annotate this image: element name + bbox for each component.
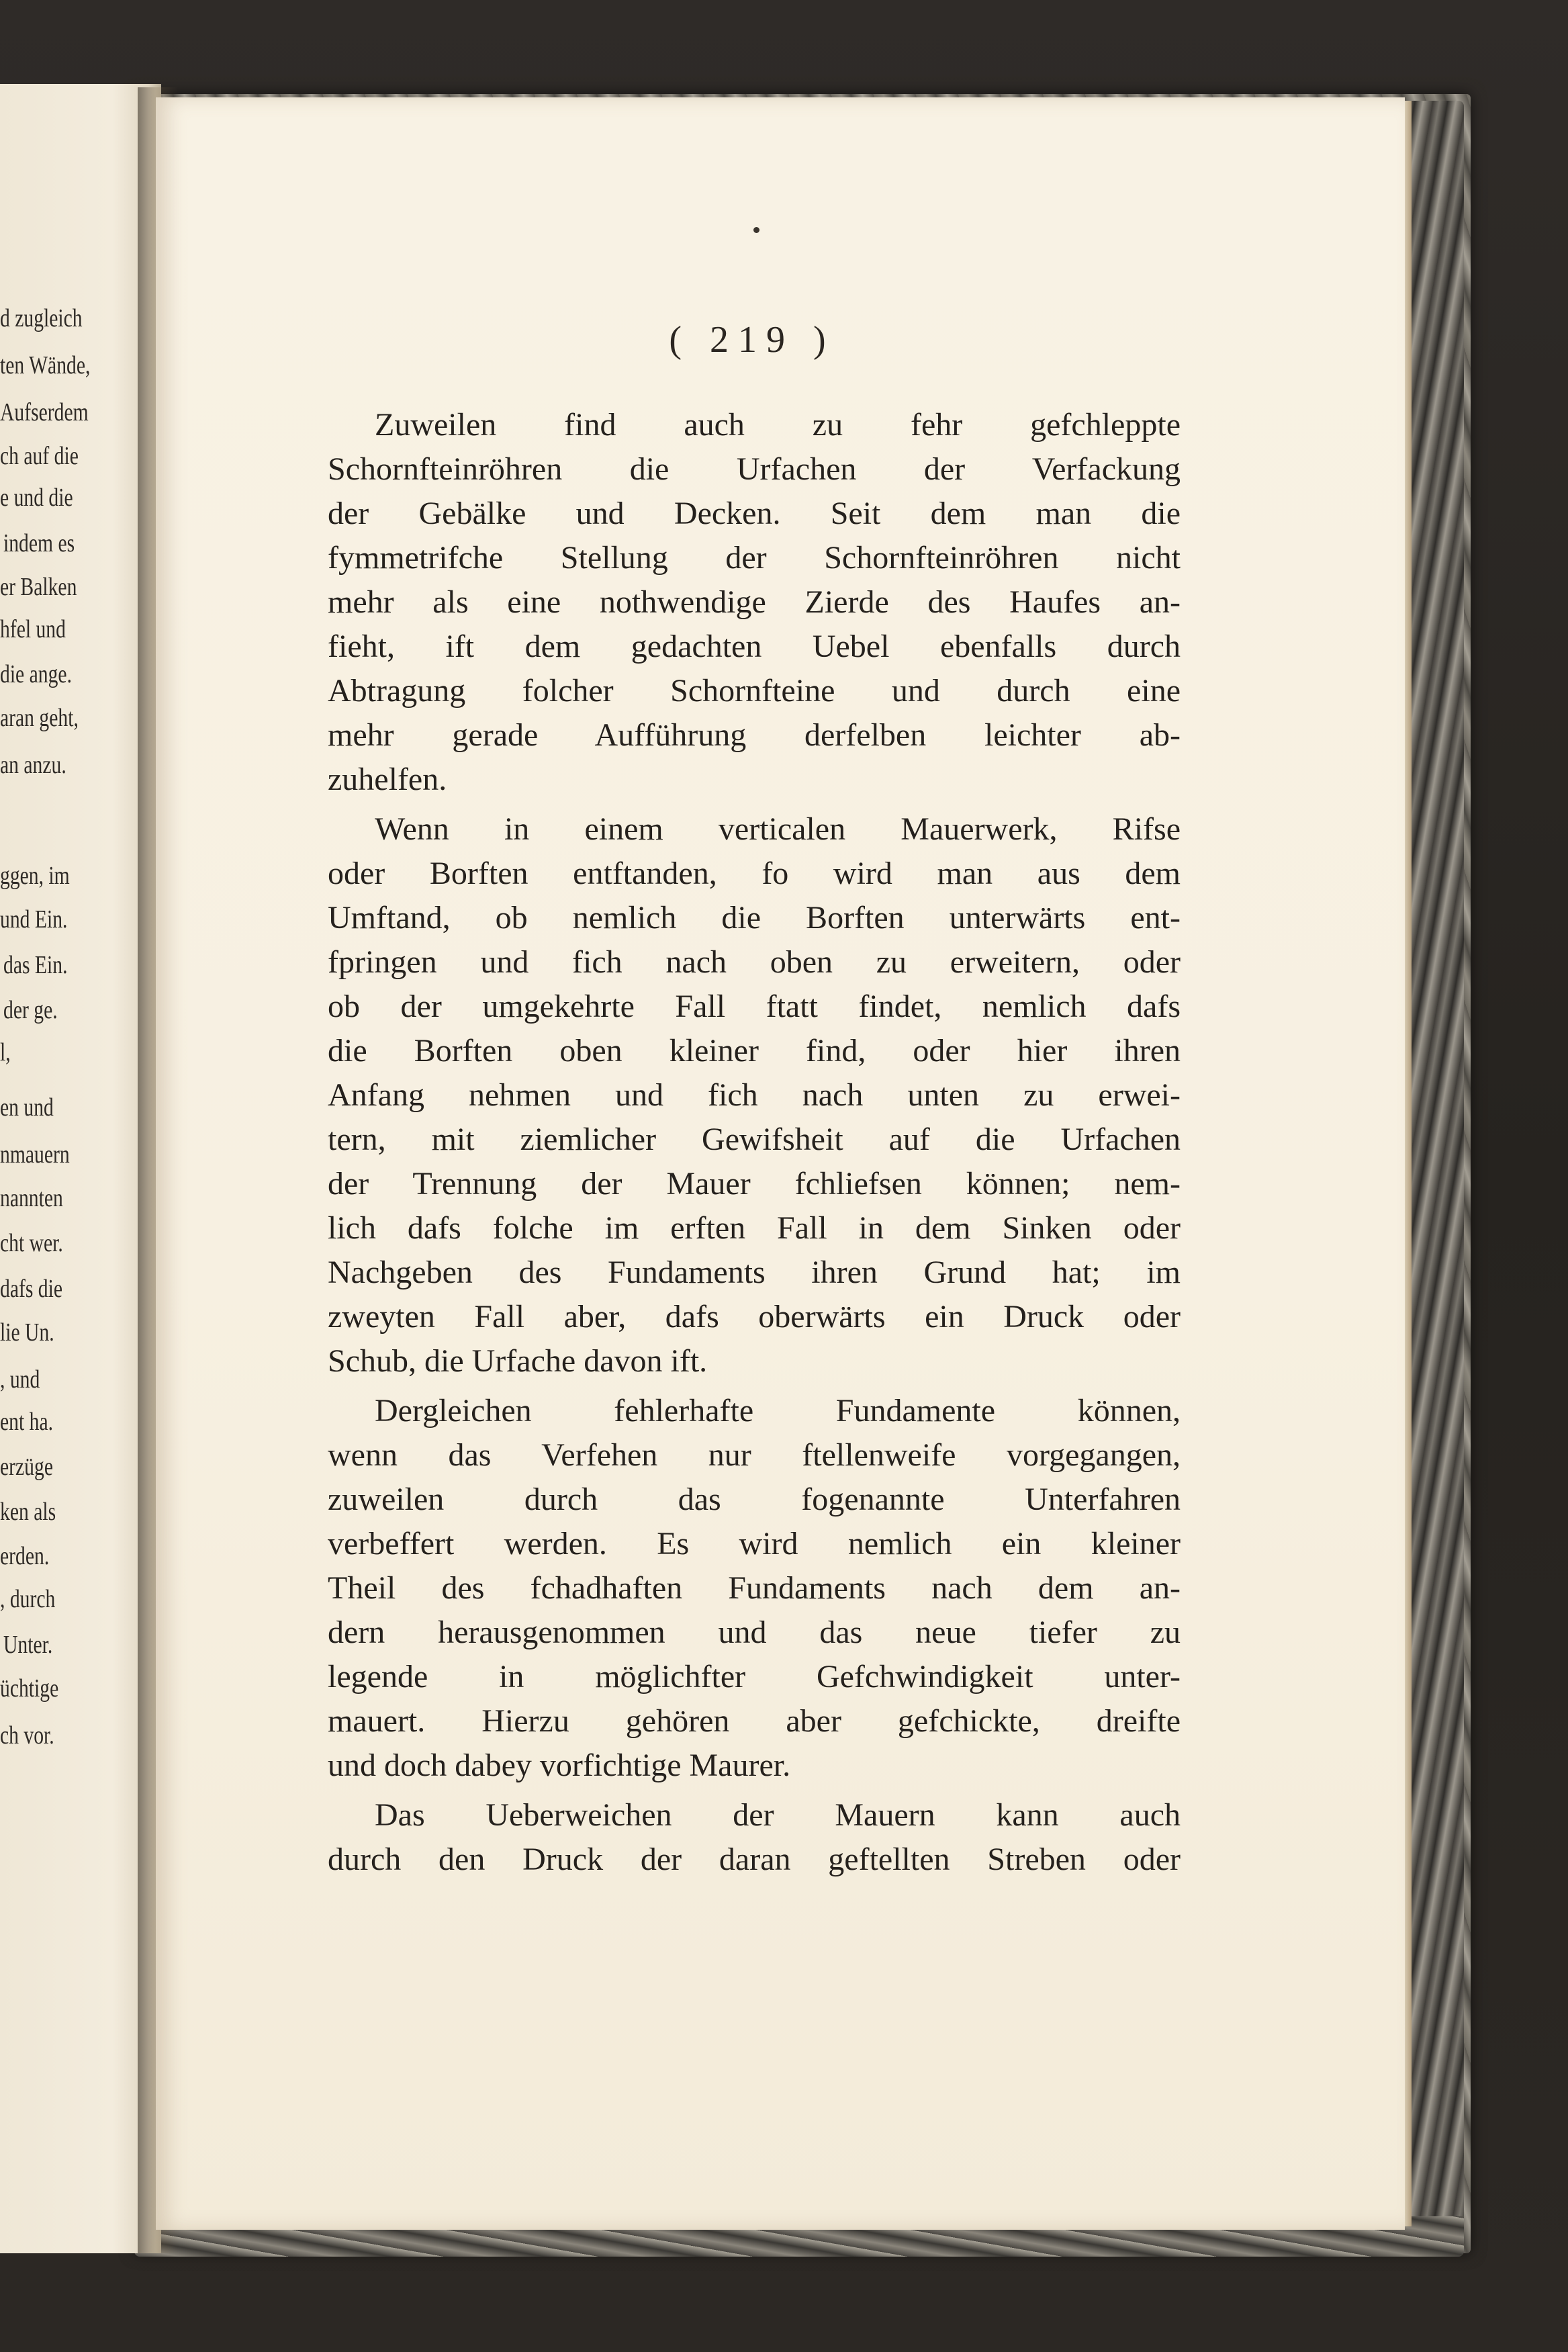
- paragraph-gap: [328, 1384, 1181, 1389]
- left-facing-page: [0, 84, 161, 2253]
- signature-mark: [753, 227, 759, 233]
- left-page-fragment: lie Un.: [0, 1318, 54, 1347]
- text-line: und doch dabey vorfichtige Maurer.: [328, 1748, 791, 1783]
- left-page-fragment: und Ein.: [0, 905, 68, 934]
- left-page-fragment: ggen, im: [0, 862, 70, 890]
- text-line: mehr gerade Aufführung derfelben leichter ab-: [328, 717, 1181, 753]
- left-page-fragment: erzüge: [0, 1453, 53, 1481]
- text-line: durch den Druck der daran geftellten Streben oder: [328, 1842, 1181, 1877]
- left-page-fragment: ent ha.: [0, 1408, 54, 1436]
- text-line: mehr als eine nothwendige Zierde des Haufes an-: [328, 584, 1181, 620]
- left-page-fragment: d zugleich: [0, 304, 83, 332]
- left-page-fragment: e und die: [0, 484, 73, 512]
- text-line: fymmetrifche Stellung der Schornfteinröhren nicht: [328, 540, 1181, 576]
- left-page-fragment: indem es: [3, 529, 75, 557]
- left-page-fragment: an anzu.: [0, 751, 66, 779]
- text-line: oder Borften entftanden, fo wird man aus dem: [328, 856, 1181, 891]
- page-body-text: [328, 403, 1181, 1882]
- paragraph-gap: [328, 1788, 1181, 1793]
- left-page-fragment: ch auf die: [0, 442, 79, 470]
- text-line: zuhelfen.: [328, 762, 447, 797]
- text-line: wenn das Verfehen nur ftellenweife vorgegangen,: [328, 1437, 1181, 1473]
- left-page-fragment: cht wer.: [0, 1229, 63, 1257]
- text-line: Wenn in einem verticalen Mauerwerk, Rifse: [375, 811, 1181, 847]
- text-line: Nachgeben des Fundaments ihren Grund hat; im: [328, 1255, 1181, 1290]
- left-page-fragment: en und: [0, 1093, 54, 1122]
- left-page-fragment: , durch: [0, 1585, 56, 1613]
- left-page-fragment: , und: [0, 1365, 40, 1394]
- left-page-fragment: er Balken: [0, 573, 77, 601]
- text-line: Theil des fchadhaften Fundaments nach dem an-: [328, 1570, 1181, 1606]
- left-page-fragment: erden.: [0, 1542, 50, 1570]
- text-line: Schub, die Urfache davon ift.: [328, 1343, 708, 1379]
- text-line: Schornfteinröhren die Urfachen der Verfackung: [328, 451, 1181, 487]
- left-page-fragment: ch vor.: [0, 1721, 54, 1750]
- left-page-fragment: die ange.: [0, 660, 72, 688]
- text-line: fieht, ift dem gedachten Uebel ebenfalls durch: [328, 629, 1181, 664]
- text-line: lich dafs folche im erften Fall in dem Sinken oder: [328, 1210, 1181, 1246]
- text-line: fpringen und fich nach oben zu erweitern, oder: [328, 944, 1181, 980]
- text-line: verbeffert werden. Es wird nemlich ein kleiner: [328, 1526, 1181, 1562]
- text-line: mauert. Hierzu gehören aber gefchickte, dreifte: [328, 1703, 1181, 1739]
- left-page-fragment: hfel und: [0, 615, 66, 643]
- text-line: dern herausgenommen und das neue tiefer zu: [328, 1615, 1181, 1650]
- text-line: die Borften oben kleiner find, oder hier ihren: [328, 1033, 1181, 1069]
- text-line: der Trennung der Mauer fchliefsen können; nem-: [328, 1166, 1181, 1202]
- text-line: Zuweilen find auch zu fehr gefchleppte: [375, 407, 1181, 443]
- left-page-fragment: nmauern: [0, 1140, 70, 1169]
- left-page-fragment: das Ein.: [3, 951, 68, 979]
- left-page-fragment: der ge.: [3, 996, 58, 1024]
- left-page-fragment: aran geht,: [0, 704, 79, 732]
- text-line: Anfang nehmen und fich nach unten zu erwei-: [328, 1077, 1181, 1113]
- text-line: legende in möglichfter Gefchwindigkeit unter-: [328, 1659, 1181, 1694]
- text-line: zweyten Fall aber, dafs oberwärts ein Druck oder: [328, 1299, 1181, 1335]
- text-line: Das Ueberweichen der Mauern kann auch: [375, 1797, 1181, 1833]
- text-line: Umftand, ob nemlich die Borften unterwärts ent-: [328, 900, 1181, 936]
- left-page-fragment: üchtige: [0, 1674, 59, 1703]
- left-page-fragment: l,: [0, 1038, 11, 1067]
- left-page-fragment: Unter.: [3, 1631, 53, 1659]
- left-page-fragment: nannten: [0, 1184, 63, 1212]
- page-number: ( 219 ): [669, 319, 835, 361]
- left-page-fragment: ken als: [0, 1498, 56, 1526]
- text-line: tern, mit ziemlicher Gewifsheit auf die Urfachen: [328, 1122, 1181, 1157]
- left-page-fragment: Aufserdem: [0, 398, 89, 426]
- text-line: Abtragung folcher Schornfteine und durch eine: [328, 673, 1181, 709]
- text-line: der Gebälke und Decken. Seit dem man die: [328, 496, 1181, 531]
- text-line: Dergleichen fehlerhafte Fundamente können,: [375, 1393, 1181, 1429]
- paragraph-gap: [328, 802, 1181, 807]
- left-page-fragment: ten Wände,: [0, 351, 91, 379]
- text-line: zuweilen durch das fogenannte Unterfahren: [328, 1482, 1181, 1517]
- left-page-fragment: dafs die: [0, 1275, 63, 1303]
- page-edge: [1405, 101, 1412, 2226]
- text-line: ob der umgekehrte Fall ftatt findet, nemlich dafs: [328, 989, 1181, 1024]
